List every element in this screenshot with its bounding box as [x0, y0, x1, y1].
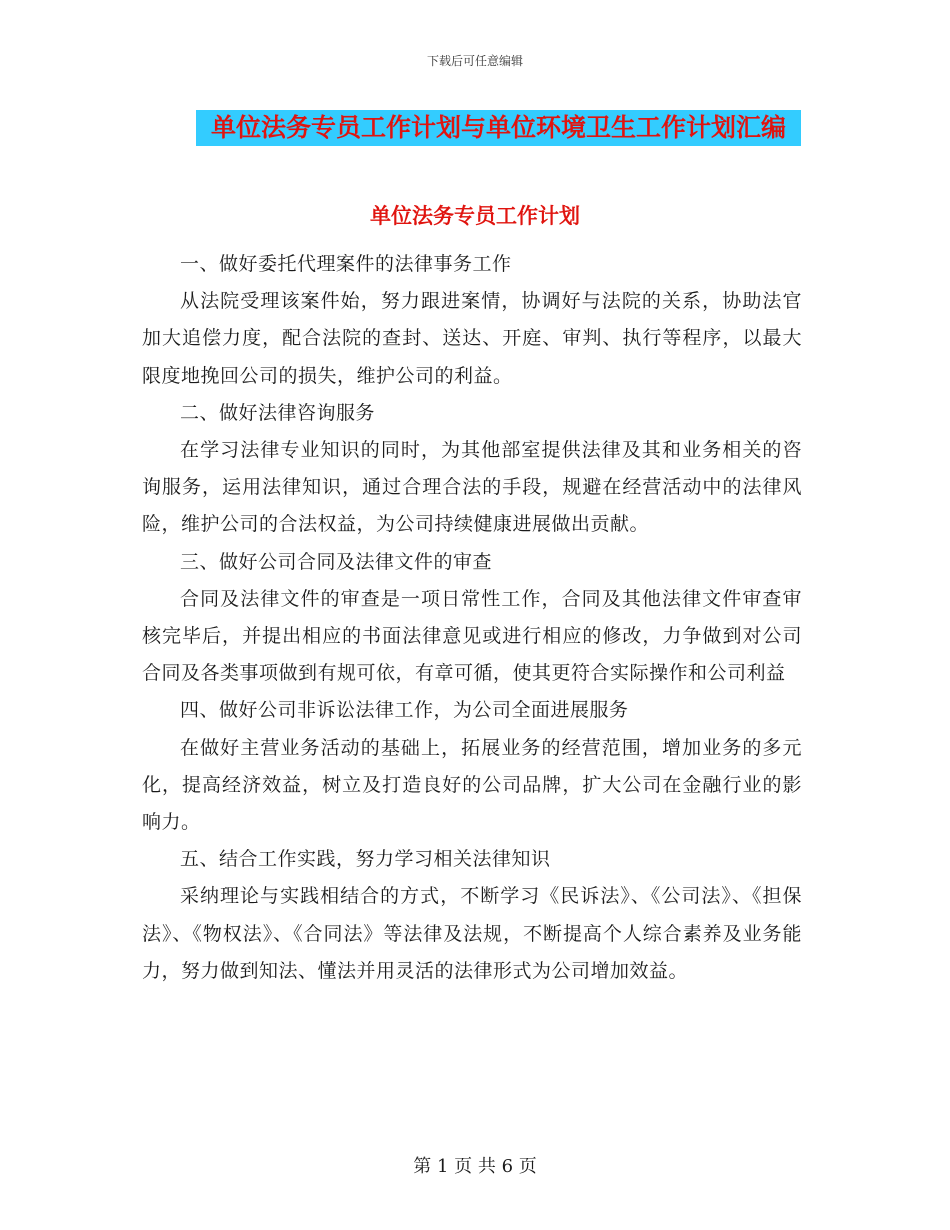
- paragraph-5: 采纳理论与实践相结合的方式，不断学习《民诉法》、《公司法》、《担保法》、《物权法》、《合同法》等法律及法规，不断提高个人综合素养及业务能力，努力做到知法、懂法并用灵活的法律形式为公司增加效益。: [142, 885, 802, 982]
- main-title-highlight: [196, 110, 801, 146]
- main-title: 单位法务专员工作计划与单位环境卫生工作计划汇编: [210, 113, 786, 142]
- paragraph-1: 从法院受理该案件始，努力跟进案情，协调好与法院的关系，协助法官加大追偿力度，配合法院的查封、送达、开庭、审判、执行等程序，以最大限度地挽回公司的损失，维护公司的利益。: [142, 290, 802, 387]
- heading-4: 四、做好公司非诉讼法律工作，为公司全面进展服务: [180, 699, 629, 722]
- heading-5: 五、结合工作实践，努力学习相关法律知识: [180, 848, 551, 871]
- section-title: 单位法务专员工作计划: [370, 204, 580, 228]
- header-note: 下载后可任意编辑: [426, 54, 523, 68]
- paragraph-2: 在学习法律专业知识的同时，为其他部室提供法律及其和业务相关的咨询服务，运用法律知识，通过合理合法的手段，规避在经营活动中的法律风险，维护公司的合法权益，为公司持续健康进展做出贡献。: [142, 439, 802, 536]
- heading-1: 一、做好委托代理案件的法律事务工作: [180, 253, 512, 275]
- paragraph-4: 在做好主营业务活动的基础上，拓展业务的经营范围，增加业务的多元化，提高经济效益，树立及打造良好的公司品牌，扩大公司在金融行业的影响力。: [142, 736, 802, 834]
- paragraph-3: 合同及法律文件的审查是一项日常性工作，合同及其他法律文件审查审核完毕后，并提出相应的书面法律意见或进行相应的修改，力争做到对公司合同及各类事项做到有规可依，有章可循，使其更符合实际操作和公司利益: [142, 587, 802, 685]
- document-body: [142, 246, 802, 990]
- heading-3: 三、做好公司合同及法律文件的审查: [180, 550, 493, 573]
- heading-2: 二、做好法律咨询服务: [180, 401, 376, 424]
- page-number: 第 1 页 共 6 页: [413, 1156, 537, 1177]
